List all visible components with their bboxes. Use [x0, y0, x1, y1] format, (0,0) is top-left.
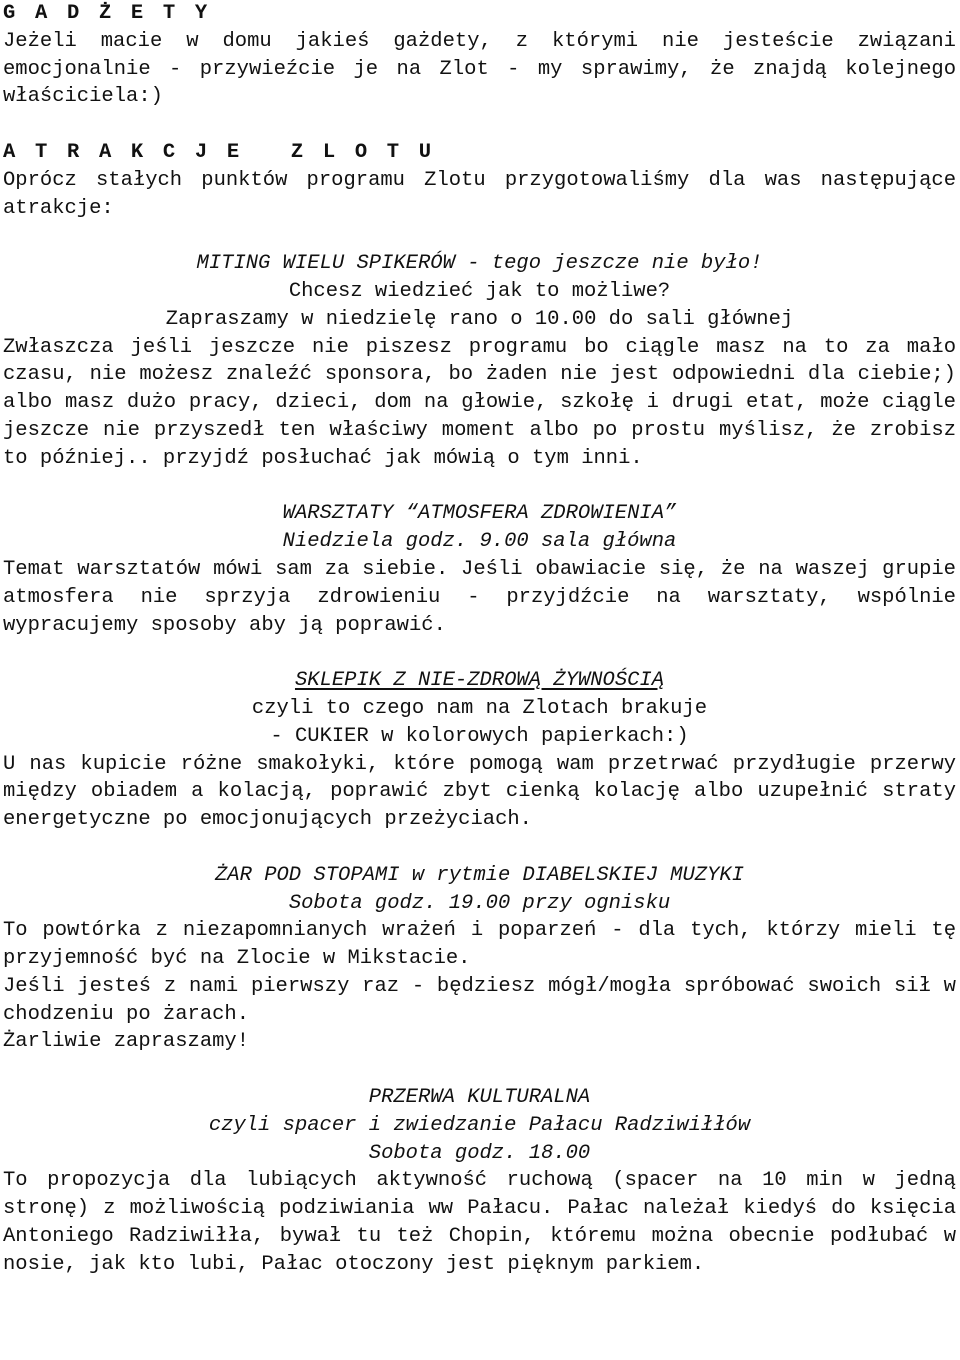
- zar-title: ŻAR POD STOPAMI w rytmie DIABELSKIEJ MUZYKI: [215, 863, 744, 887]
- przerwa-subtitle: czyli spacer i zwiedzanie Pałacu Radziwiłłów: [208, 1113, 751, 1137]
- zar-when: Sobota godz. 19.00 przy ognisku: [288, 891, 671, 915]
- warsztaty-when: Niedziela godz. 9.00 sala główna: [282, 530, 677, 554]
- spacer: [3, 222, 956, 250]
- spacer: [3, 639, 956, 667]
- miting-body: Zwłaszcza jeśli jeszcze nie piszesz programu bo ciągle masz na to za mało czasu, nie możesz znaleźć sponsora, bo żaden nie jest odpowiedni dla ciebie;) albo masz dużo pracy, dzieci, dom na głowie, szkołę i drugi etat, może ciągle jeszcze nie przyszedł ten właściwy moment albo po prostu myślisz, że zrobisz to później.. przyjdź posłuchać jak mówią o tym inni.: [3, 335, 956, 470]
- miting-question: Chcesz wiedzieć jak to możliwe?: [288, 279, 671, 303]
- zar-body-2: Jeśli jesteś z nami pierwszy raz - będziesz mógł/mogła spróbować swoich sił w chodzeniu po żarach.: [3, 974, 956, 1026]
- zar-body-1: To powtórka z niezapomnianych wrażeń i poparzeń - dla tych, którzy mieli tę przyjemność być na Zlocie w Mikstacie.: [3, 919, 956, 971]
- atrakcje-heading: A T R A K C J E Z L O T U: [3, 140, 435, 164]
- spacer: [3, 473, 956, 501]
- spacer: [3, 111, 956, 139]
- sklepik-title: SKLEPIK Z NIE-ZDROWĄ ŻYWNOŚCIĄ: [294, 669, 665, 693]
- spacer: [3, 1056, 956, 1084]
- sklepik-subtitle-2: - CUKIER w kolorowych papierkach:): [270, 724, 689, 748]
- sklepik-subtitle: czyli to czego nam na Zlotach brakuje: [251, 696, 708, 720]
- miting-title: MITING WIELU SPIKERÓW - tego jeszcze nie było!: [196, 252, 763, 276]
- miting-invitation: Zapraszamy w niedzielę rano o 10.00 do sali głównej: [165, 307, 794, 331]
- gadzety-body: Jeżeli macie w domu jakieś gażdety, z którymi nie jesteście związani emocjonalnie - przywieźcie je na Zlot - my sprawimy, że znajdą kolejnego właściciela:): [3, 29, 956, 109]
- warsztaty-title: WARSZTATY “ATMOSFERA ZDROWIENIA”: [282, 502, 677, 526]
- przerwa-when: Sobota godz. 18.00: [368, 1141, 591, 1165]
- spacer: [3, 834, 956, 862]
- zar-body-3: Żarliwie zapraszamy!: [3, 1030, 250, 1054]
- przerwa-title: PRZERWA KULTURALNA: [368, 1086, 591, 1110]
- gadzety-heading: G A D Ż E T Y: [3, 2, 211, 25]
- przerwa-body: To propozycja dla lubiących aktywność ruchową (spacer na 10 min w jedną stronę) z możliwością podziwiania ww Pałacu. Pałac należał kiedyś do księcia Antoniego Radziwiłła, bywał tu też Chopin, któremu można obecnie podłubać w nosie, jak kto lubi, Pałac otoczony jest pięknym parkiem.: [3, 1169, 956, 1276]
- sklepik-body: U nas kupicie różne smakołyki, które pomogą wam przetrwać przydługie przerwy między obiadem a kolacją, poprawić zbyt cienką kolację albo uzupełnić straty energetyczne po emocjonujących przeżyciach.: [3, 752, 956, 832]
- atrakcje-intro: Oprócz stałych punktów programu Zlotu przygotowaliśmy dla was następujące atrakcje:: [3, 168, 956, 220]
- warsztaty-body: Temat warsztatów mówi sam za siebie. Jeśli obawiacie się, że na waszej grupie atmosfera nie sprzyja zdrowieniu - przyjdźcie na warsztaty, wspólnie wypracujemy sposoby aby ją poprawić.: [3, 557, 956, 637]
